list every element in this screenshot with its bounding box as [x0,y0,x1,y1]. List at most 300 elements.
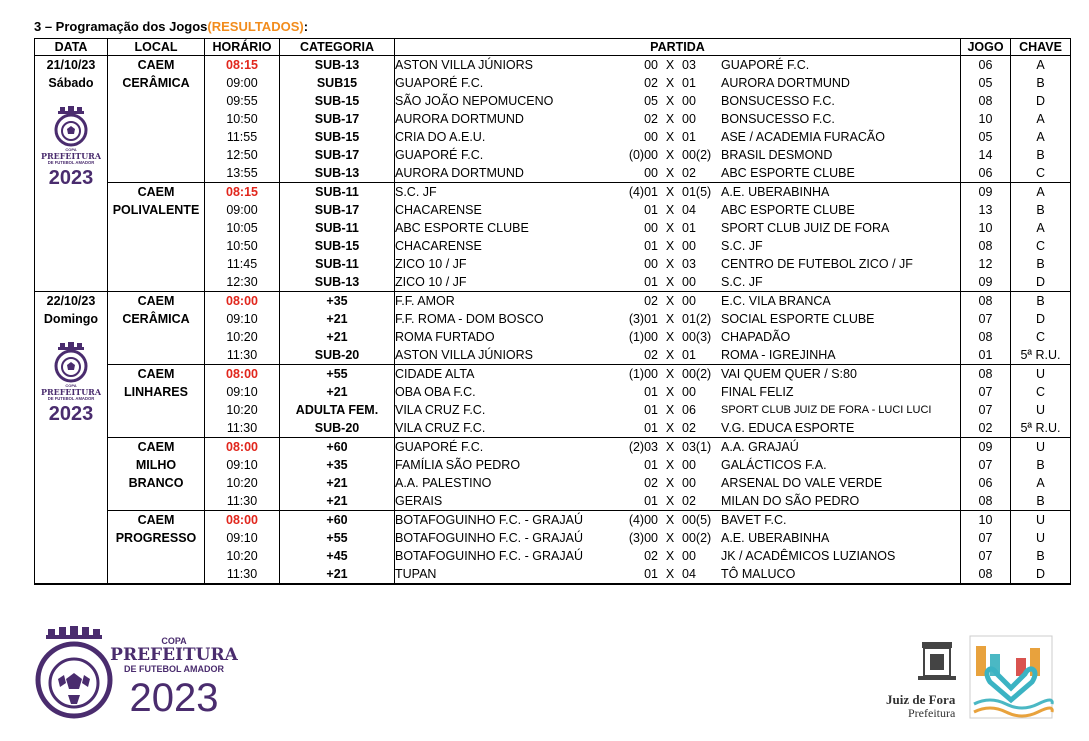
group-cell: A [1011,56,1071,75]
group-cell: U [1011,365,1071,384]
away-team: ABC ESPORTE CLUBE [721,203,855,217]
away-score: 01 [682,348,696,362]
away-team: BONSUCESSO F.C. [721,112,835,126]
category-cell: SUB-15 [280,128,395,146]
match-line [395,128,960,146]
home-score: 02 [644,476,658,490]
match-line [395,292,960,310]
game-number-cell: 08 [961,92,1011,110]
match-line [395,92,960,110]
versus-mark: X [665,330,675,344]
game-number-cell: 07 [961,456,1011,474]
match-line [395,401,960,419]
category-cell: +21 [280,310,395,328]
match-cell [395,146,961,164]
venue-cell [108,292,205,365]
match-cell [395,292,961,311]
away-team: GALÁCTICOS F.A. [721,458,827,472]
group-cell: B [1011,456,1071,474]
category-cell: +21 [280,328,395,346]
venue-name-line: CERÂMICA [122,312,190,326]
away-score: 00(2) [682,148,712,162]
home-score: (1)00 [628,330,658,344]
category-cell: SUB-15 [280,237,395,255]
weekday: Sábado [48,76,94,90]
match-cell [395,310,961,328]
match-cell [395,56,961,75]
versus-mark: X [665,112,675,126]
match-cell [395,438,961,457]
group-cell: D [1011,273,1071,292]
versus-mark: X [665,513,675,527]
match-line [395,438,960,456]
away-score: 00 [682,458,696,472]
logo-futebol: DE FUTEBOL AMADOR [124,664,224,674]
away-team: A.A. GRAJAÚ [721,440,799,454]
game-number-cell: 14 [961,146,1011,164]
away-score: 01 [682,130,696,144]
match-cell [395,346,961,365]
versus-mark: X [665,367,675,381]
home-score: 01 [644,275,658,289]
table-row [35,365,1071,384]
venue-name-line: BRANCO [128,476,184,490]
category-cell: SUB-11 [280,183,395,202]
category-cell: SUB-20 [280,346,395,365]
group-cell: B [1011,74,1071,92]
home-score: (2)03 [628,440,658,454]
group-cell: 5ª R.U. [1011,419,1071,438]
game-number-cell: 13 [961,201,1011,219]
date-value: 22/10/23 [46,294,96,308]
time-cell: 11:30 [205,346,280,365]
home-score: (4)00 [628,513,658,527]
time-cell: 09:10 [205,310,280,328]
date-value: 21/10/23 [46,58,96,72]
home-team: ZICO 10 / JF [395,257,467,271]
home-team: AURORA DORTMUND [395,112,524,126]
venue-cell [108,511,205,585]
home-team: ABC ESPORTE CLUBE [395,221,529,235]
game-number-cell: 06 [961,164,1011,183]
match-cell [395,201,961,219]
time-cell: 10:20 [205,547,280,565]
home-team: F.F. AMOR [395,294,455,308]
home-team: OBA OBA F.C. [395,385,476,399]
category-cell: +60 [280,438,395,457]
home-score: 01 [644,421,658,435]
col-chave: CHAVE [1011,39,1071,56]
versus-mark: X [665,348,675,362]
category-cell: +21 [280,565,395,584]
home-score: 01 [644,567,658,581]
logo-prefeitura: PREFEITURA [110,645,238,665]
match-line [395,456,960,474]
game-number-cell: 10 [961,110,1011,128]
match-cell [395,183,961,202]
home-score: 02 [644,549,658,563]
versus-mark: X [665,421,675,435]
match-line [395,164,960,182]
match-line [395,74,960,92]
match-cell [395,401,961,419]
versus-mark: X [665,221,675,235]
venue-cell [108,365,205,438]
away-score: 00 [682,476,696,490]
game-number-cell: 07 [961,547,1011,565]
category-cell: SUB-13 [280,56,395,75]
away-score: 00(5) [682,513,712,527]
col-horario: HORÁRIO [205,39,280,56]
away-score: 04 [682,203,696,217]
home-team: CHACARENSE [395,239,482,253]
category-cell: SUB-11 [280,255,395,273]
away-team: JK / ACADÊMICOS LUZIANOS [721,549,896,563]
home-score: (0)00 [628,148,658,162]
home-team: GUAPORÉ F.C. [395,76,484,90]
time-cell: 09:10 [205,383,280,401]
home-score: 00 [644,166,658,180]
game-number-cell: 07 [961,401,1011,419]
home-score: 01 [644,385,658,399]
home-team: S.C. JF [395,185,437,199]
match-cell [395,365,961,384]
group-cell: B [1011,146,1071,164]
col-categoria: CATEGORIA [280,39,395,56]
category-cell: SUB-15 [280,92,395,110]
time-cell: 11:55 [205,128,280,146]
match-cell [395,474,961,492]
away-score: 04 [682,567,696,581]
away-score: 01(5) [682,185,712,199]
time-cell: 08:00 [205,438,280,457]
time-cell: 08:00 [205,292,280,311]
home-team: CIDADE ALTA [395,367,475,381]
group-cell: D [1011,565,1071,584]
away-score: 02 [682,421,696,435]
versus-mark: X [665,148,675,162]
category-cell: +35 [280,456,395,474]
home-score: 00 [644,58,658,72]
away-score: 03 [682,58,696,72]
away-score: 01(2) [682,312,712,326]
match-line [395,383,960,401]
home-team: SÃO JOÃO NEPOMUCENO [395,94,554,108]
table-row [35,292,1071,311]
category-cell: +55 [280,365,395,384]
group-cell: B [1011,201,1071,219]
match-line [395,219,960,237]
col-jogo: JOGO [961,39,1011,56]
group-cell: C [1011,237,1071,255]
venue-name-line: CAEM [137,185,175,199]
home-team: ZICO 10 / JF [395,275,467,289]
versus-mark: X [665,203,675,217]
away-score: 01 [682,221,696,235]
match-cell [395,110,961,128]
category-cell: +21 [280,474,395,492]
versus-mark: X [665,185,675,199]
svg-text:COPA: COPA [65,147,77,152]
time-cell: 11:45 [205,255,280,273]
venue-name-line: CAEM [137,294,175,308]
time-cell: 09:10 [205,529,280,547]
time-cell: 09:00 [205,201,280,219]
group-cell: U [1011,438,1071,457]
home-score: (4)01 [628,185,658,199]
game-number-cell: 09 [961,438,1011,457]
time-cell: 09:10 [205,456,280,474]
logo-copa: COPA [161,636,187,646]
match-cell [395,273,961,292]
away-team: FINAL FELIZ [721,385,794,399]
match-cell [395,419,961,438]
game-number-cell: 08 [961,565,1011,584]
versus-mark: X [665,312,675,326]
svg-text:2023: 2023 [48,167,94,188]
home-team: BOTAFOGUINHO F.C. - GRAJAÚ [395,513,583,527]
venue-name-line: LINHARES [124,385,188,399]
game-number-cell: 05 [961,74,1011,92]
match-cell [395,255,961,273]
game-number-cell: 06 [961,474,1011,492]
away-score: 02 [682,166,696,180]
match-line [395,56,960,74]
home-team: VILA CRUZ F.C. [395,421,486,435]
home-score: 02 [644,348,658,362]
col-data: DATA [35,39,108,56]
time-cell: 12:50 [205,146,280,164]
venue-name-line: CAEM [137,513,175,527]
versus-mark: X [665,239,675,253]
home-score: 01 [644,494,658,508]
away-team: BRASIL DESMOND [721,148,833,162]
game-number-cell: 07 [961,529,1011,547]
time-cell: 10:50 [205,110,280,128]
col-partida: PARTIDA [395,39,961,56]
match-line [395,529,960,547]
match-cell [395,456,961,474]
home-team: TUPAN [395,567,437,581]
category-cell: +35 [280,292,395,311]
category-cell: ADULTA FEM. [280,401,395,419]
home-score: 00 [644,130,658,144]
away-team: ABC ESPORTE CLUBE [721,166,855,180]
svg-text:PREFEITURA: PREFEITURA [41,387,101,397]
versus-mark: X [665,275,675,289]
section-title: 3 – Programação dos Jogos(RESULTADOS): [34,19,309,34]
away-team: ROMA - IGREJINHA [721,348,836,362]
away-team: BAVET F.C. [721,513,787,527]
home-team: GERAIS [395,494,443,508]
home-team: FAMÍLIA SÃO PEDRO [395,458,521,472]
match-line [395,146,960,164]
home-team: A.A. PALESTINO [395,476,492,490]
away-team: S.C. JF [721,239,763,253]
match-line [395,310,960,328]
home-team: AURORA DORTMUND [395,166,524,180]
time-cell: 12:30 [205,273,280,292]
home-score: 01 [644,203,658,217]
time-cell: 13:55 [205,164,280,183]
match-cell [395,383,961,401]
match-line [395,474,960,492]
category-cell: SUB-17 [280,201,395,219]
away-score: 00 [682,239,696,253]
time-cell: 10:20 [205,474,280,492]
home-team: BOTAFOGUINHO F.C. - GRAJAÚ [395,549,583,563]
versus-mark: X [665,76,675,90]
date-cell [35,292,108,585]
match-line [395,365,960,383]
versus-mark: X [665,58,675,72]
venue-name-line: CAEM [137,440,175,454]
header-row [35,39,1071,56]
category-cell: SUB-17 [280,146,395,164]
away-team: CHAPADÃO [721,330,791,344]
schedule-body [35,56,1071,585]
weekday: Domingo [43,312,99,326]
venue-name-line: PROGRESSO [115,531,197,545]
versus-mark: X [665,476,675,490]
group-cell: B [1011,547,1071,565]
match-line [395,492,960,510]
game-number-cell: 08 [961,328,1011,346]
versus-mark: X [665,385,675,399]
group-cell: B [1011,255,1071,273]
match-line [395,328,960,346]
away-score: 00 [682,549,696,563]
home-score: 05 [644,94,658,108]
time-cell: 08:15 [205,183,280,202]
home-score: 01 [644,403,658,417]
group-cell: U [1011,511,1071,530]
venue-name-line: CAEM [137,58,175,72]
match-line [395,237,960,255]
table-row [35,56,1071,75]
table-row [35,438,1071,457]
game-number-cell: 01 [961,346,1011,365]
category-cell: SUB-13 [280,164,395,183]
svg-text:COPA: COPA [65,383,77,388]
home-team: F.F. ROMA - DOM BOSCO [395,312,544,326]
svg-text:DE FUTEBOL AMADOR: DE FUTEBOL AMADOR [47,396,95,401]
time-cell: 09:00 [205,74,280,92]
versus-mark: X [665,531,675,545]
match-line [395,419,960,437]
versus-mark: X [665,549,675,563]
away-score: 06 [682,403,696,417]
away-team: GUAPORÉ F.C. [721,58,810,72]
svg-text:DE FUTEBOL AMADOR: DE FUTEBOL AMADOR [47,160,95,165]
away-team: A.E. UBERABINHA [721,531,830,545]
match-line [395,183,960,201]
group-cell: U [1011,401,1071,419]
schedule-table [34,38,1071,585]
versus-mark: X [665,403,675,417]
game-number-cell: 09 [961,273,1011,292]
home-score: (3)01 [628,312,658,326]
time-cell: 10:20 [205,401,280,419]
away-team: ARSENAL DO VALE VERDE [721,476,883,490]
group-cell: D [1011,92,1071,110]
venue-cell [108,183,205,292]
venue-name-line: POLIVALENTE [112,203,200,217]
category-cell: +21 [280,492,395,511]
home-team: BOTAFOGUINHO F.C. - GRAJAÚ [395,531,583,545]
home-team: CRIA DO A.E.U. [395,130,486,144]
away-score: 00 [682,275,696,289]
game-number-cell: 02 [961,419,1011,438]
game-number-cell: 07 [961,310,1011,328]
away-team: CENTRO DE FUTEBOL ZICO / JF [721,257,913,271]
venue-name-line: CAEM [137,367,175,381]
versus-mark: X [665,458,675,472]
time-cell: 08:00 [205,365,280,384]
category-cell: +21 [280,383,395,401]
versus-mark: X [665,567,675,581]
game-number-cell: 08 [961,237,1011,255]
group-cell: U [1011,529,1071,547]
away-score: 00 [682,112,696,126]
time-cell: 10:50 [205,237,280,255]
copa-prefeitura-logo [34,625,264,725]
group-cell: C [1011,328,1071,346]
match-cell [395,164,961,183]
home-team: ASTON VILLA JÚNIORS [395,348,534,362]
game-number-cell: 08 [961,365,1011,384]
time-cell: 10:20 [205,328,280,346]
time-cell: 11:30 [205,565,280,584]
away-score: 01 [682,76,696,90]
group-cell: A [1011,110,1071,128]
category-cell: SUB-13 [280,273,395,292]
category-cell: +45 [280,547,395,565]
away-score: 00(2) [682,367,712,381]
versus-mark: X [665,257,675,271]
match-line [395,255,960,273]
copa-emblem-icon [41,106,101,188]
venue-name-line: MILHO [135,458,177,472]
match-line [395,346,960,364]
away-score: 00 [682,294,696,308]
home-score: 02 [644,294,658,308]
versus-mark: X [665,94,675,108]
home-team: VILA CRUZ F.C. [395,403,486,417]
category-cell: SUB15 [280,74,395,92]
home-score: (3)00 [628,531,658,545]
home-score: 01 [644,458,658,472]
date-cell [35,56,108,292]
table-row [35,183,1071,202]
group-cell: A [1011,128,1071,146]
home-team: ASTON VILLA JÚNIORS [395,58,534,72]
group-cell: C [1011,164,1071,183]
match-cell [395,492,961,511]
home-team: ROMA FURTADO [395,330,495,344]
away-team: VAI QUEM QUER / S:80 [721,367,857,381]
city-subtitle: Prefeitura [908,706,956,720]
col-local: LOCAL [108,39,205,56]
match-cell [395,92,961,110]
match-line [395,511,960,529]
game-number-cell: 09 [961,183,1011,202]
match-cell [395,565,961,584]
match-cell [395,511,961,530]
away-team: V.G. EDUCA ESPORTE [721,421,855,435]
svg-text:PREFEITURA: PREFEITURA [41,151,101,161]
away-score: 00 [682,94,696,108]
